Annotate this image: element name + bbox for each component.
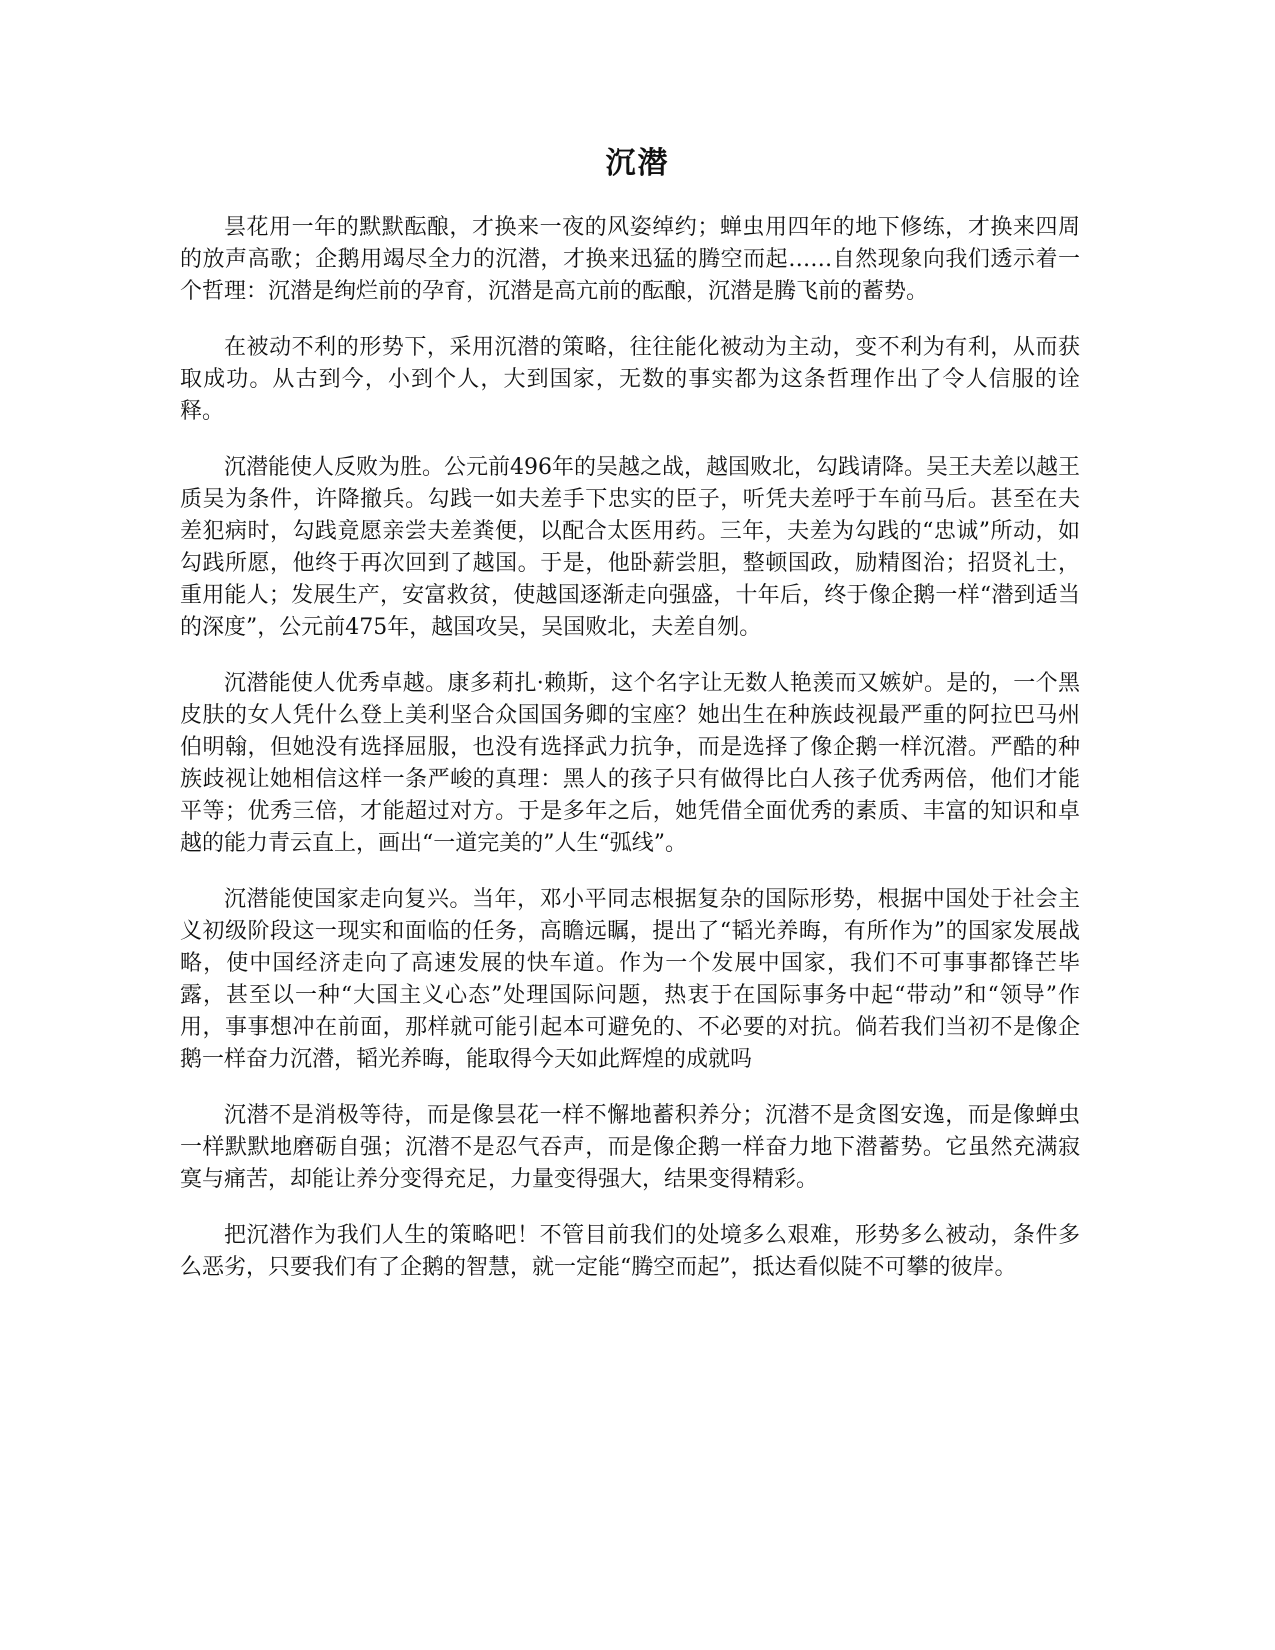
document-body bbox=[180, 212, 1080, 1308]
document-title: 沉潜 bbox=[605, 146, 670, 181]
paragraph-4: 沉潜能使人优秀卓越。康多莉扎·赖斯，这个名字让无数人艳羡而又嫉妒。是的，一个黑皮肤的女人凭什么登上美利坚合众国国务卿的宝座？她出生在种族歧视最严重的阿拉巴马州伯明翰，但她没有选择屈服，也没有选择武力抗争，而是选择了像企鹅一样沉潜。严酷的种族歧视让她相信这样一条严峻的真理：黑人的孩子只有做得比白人孩子优秀两倍，他们才能平等；优秀三倍，才能超过对方。于是多年之后，她凭借全面优秀的素质、丰富的知识和卓越的能力青云直上，画出“一道完美的”人生“弧线”。 bbox=[180, 671, 1080, 856]
paragraph-2: 在被动不利的形势下，采用沉潜的策略，往往能化被动为主动，变不利为有利，从而获取成功。从古到今，小到个人，大到国家，无数的事实都为这条哲理作出了令人信服的诠释。 bbox=[180, 335, 1080, 424]
paragraph-3: 沉潜能使人反败为胜。公元前496年的吴越之战，越国败北，勾践请降。吴王夫差以越王质吴为条件，许降撤兵。勾践一如夫差手下忠实的臣子，听凭夫差呼于车前马后。甚至在夫差犯病时，勾践竟愿亲尝夫差粪便，以配合太医用药。三年，夫差为勾践的“忠诚”所动，如勾践所愿，他终于再次回到了越国。于是，他卧薪尝胆，整顿国政，励精图治；招贤礼士，重用能人；发展生产，安富救贫，使越国逐渐走向强盛，十年后，终于像企鹅一样“潜到适当的深度”，公元前475年，越国攻吴，吴国败北，夫差自刎。 bbox=[180, 455, 1080, 640]
paragraph-6: 沉潜不是消极等待，而是像昙花一样不懈地蓄积养分；沉潜不是贪图安逸，而是像蝉虫一样默默地磨砺自强；沉潜不是忍气吞声，而是像企鹅一样奋力地下潜蓄势。它虽然充满寂寞与痛苦，却能让养分变得充足，力量变得强大，结果变得精彩。 bbox=[180, 1103, 1080, 1192]
paragraph-5: 沉潜能使国家走向复兴。当年，邓小平同志根据复杂的国际形势，根据中国处于社会主义初级阶段这一现实和面临的任务，高瞻远瞩，提出了“韬光养晦，有所作为”的国家发展战略，使中国经济走向了高速发展的快车道。作为一个发展中国家，我们不可事事都锋芒毕露，甚至以一种“大国主义心态”处理国际问题，热衷于在国际事务中起“带动”和“领导”作用，事事想冲在前面，那样就可能引起本可避免的、不必要的对抗。倘若我们当初不是像企鹅一样奋力沉潜，韬光养晦，能取得今天如此辉煌的成就吗 bbox=[180, 887, 1080, 1072]
paragraph-1: 昙花用一年的默默酝酿，才换来一夜的风姿绰约；蝉虫用四年的地下修练，才换来四周的放声高歌；企鹅用竭尽全力的沉潜，才换来迅猛的腾空而起……自然现象向我们透示着一个哲理：沉潜是绚烂前的孕育，沉潜是高亢前的酝酿，沉潜是腾飞前的蓄势。 bbox=[180, 215, 1080, 304]
paragraph-7: 把沉潜作为我们人生的策略吧！不管目前我们的处境多么艰难，形势多么被动，条件多么恶劣，只要我们有了企鹅的智慧，就一定能“腾空而起”，抵达看似陡不可攀的彼岸。 bbox=[180, 1223, 1080, 1280]
